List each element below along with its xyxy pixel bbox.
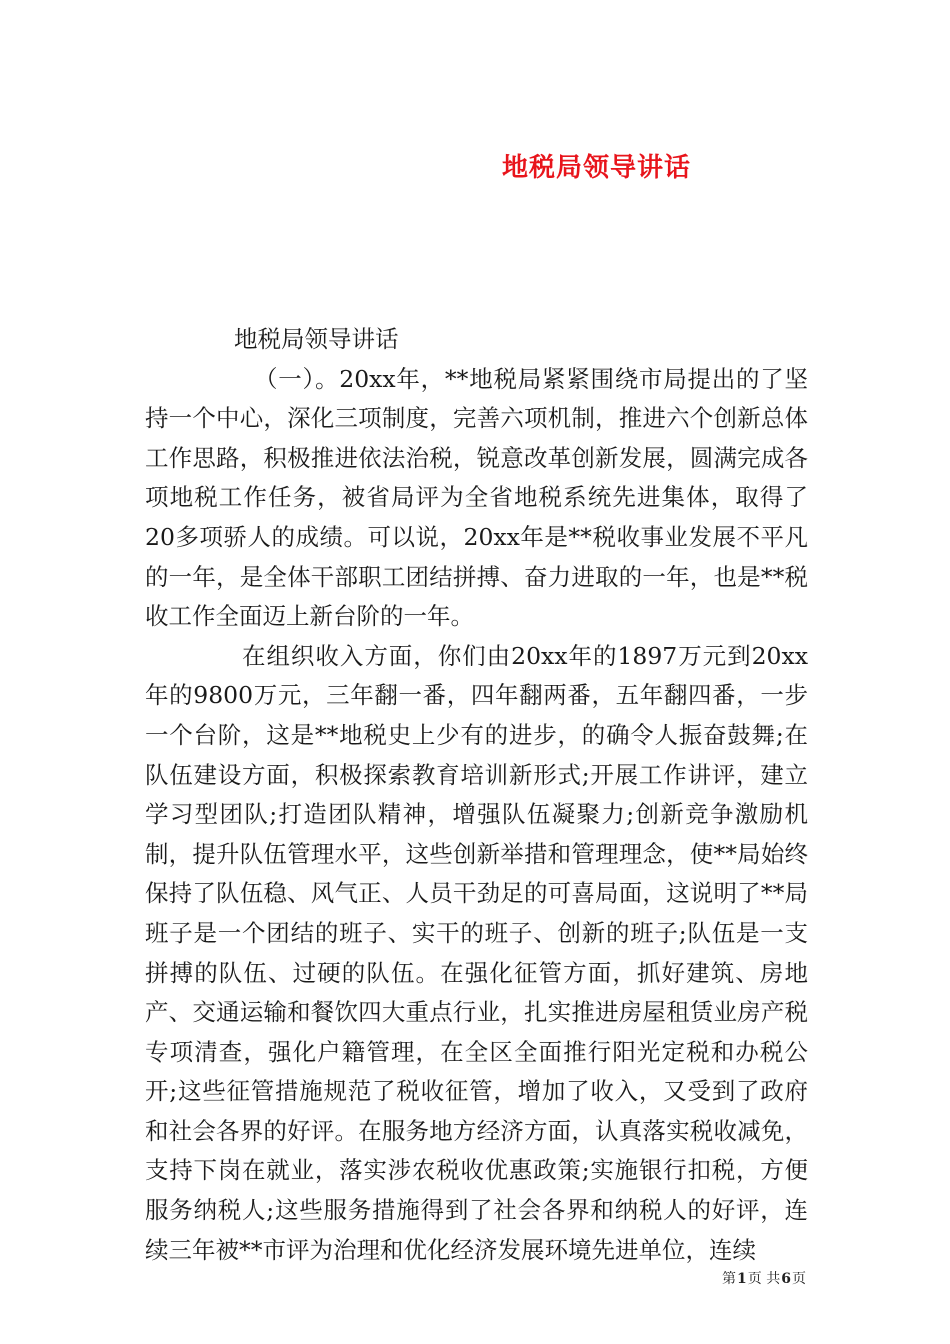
document-body	[145, 320, 808, 1270]
footer-current-page: 1	[737, 1271, 747, 1287]
footer-prefix: 第	[722, 1271, 737, 1287]
footer-total-pages: 6	[781, 1271, 791, 1287]
paragraph-2: 在组织收入方面，你们由20xx年的1897万元到20xx年的9800万元，三年翻一番，四年翻两番，五年翻四番，一步一个台阶，这是**地税史上少有的进步，的确令人振奋鼓舞;在队伍建设方面，积极探索教育培训新形式;开展工作讲评，建立学习型团队;打造团队精神，增强队伍凝聚力;创新竞争激励机制，提升队伍管理水平，这些创新举措和管理理念，使**局始终保持了队伍稳、风气正、人员干劲足的可喜局面，这说明了**局班子是一个团结的班子、实干的班子、创新的班子;队伍是一支拼搏的队伍、过硬的队伍。在强化征管方面，抓好建筑、房地产、交通运输和餐饮四大重点行业，扎实推进房屋租赁业房产税专项清查，强化户籍管理，在全区全面推行阳光定税和办税公开;这些征管措施规范了税收征管，增加了收入，又受到了政府和社会各界的好评。在服务地方经济方面，认真落实税收减免，支持下岗在就业，落实涉农税收优惠政策;实施银行扣税，方便服务纳税人;这些服务措施得到了社会各界和纳税人的好评，连续三年被**市评为治理和优化经济发展环境先进单位，连续	[145, 641, 808, 1264]
document-subtitle: 地税局领导讲话	[234, 325, 399, 353]
page-footer	[722, 1269, 806, 1289]
page-title: 地税局领导讲话	[501, 153, 691, 184]
footer-middle: 页 共	[747, 1271, 781, 1287]
footer-suffix: 页	[792, 1271, 806, 1287]
paragraph-1: （一）。20xx年，**地税局紧紧围绕市局提出的了坚持一个中心，深化三项制度，完善六项机制，推进六个创新总体工作思路，积极推进依法治税，锐意改革创新发展，圆满完成各项地税工作任务，被省局评为全省地税系统先进集体，取得了20多项骄人的成绩。可以说，20xx年是**税收事业发展不平凡的一年，是全体干部职工团结拼搏、奋力进取的一年，也是**税收工作全面迈上新台阶的一年。	[145, 364, 808, 631]
